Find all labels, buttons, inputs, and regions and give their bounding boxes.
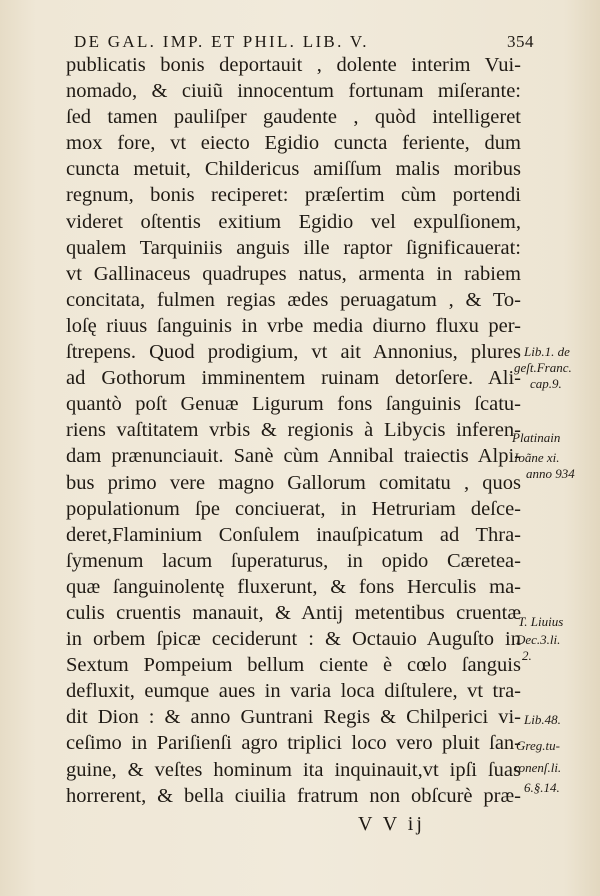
- text-line: ſed tamen pauliſper gaudente , quòd intelligeret: [66, 106, 521, 129]
- text-line: riens vaſtitatem vrbis & regionis à Libycis inferen-: [66, 419, 521, 442]
- text-line: qualem Tarquiniis anguis ille raptor ſignificauerat:: [66, 236, 521, 259]
- main-text-block: [66, 52, 521, 809]
- text-line: defluxit, eumque aues in varia loca diſtulere, vt tra-: [66, 680, 521, 703]
- margin-note: Lib.48.: [524, 712, 561, 727]
- running-header: [74, 30, 534, 54]
- text-line: bus primo vere magno Gallorum comitatu , quos: [66, 471, 521, 494]
- margin-note: geſt.Franc.: [514, 360, 572, 375]
- header-title: DE GAL. IMP. ET PHIL. LIB. V.: [74, 32, 369, 51]
- text-line: publicatis bonis deportauit , dolente interim Vui-: [66, 54, 521, 76]
- margin-note: ronenſ.li.: [514, 760, 562, 775]
- text-line: dam prænunciauit. Sanè cùm Annibal traiectis Alpi-: [66, 445, 521, 468]
- margin-note: Lib.1. de: [524, 344, 570, 359]
- text-line: quantò poſt Genuæ Ligurum fons ſanguinis ſcatu-: [66, 393, 521, 416]
- text-line: quæ ſanguinolentę fluxerunt, & fons Herculis ma-: [66, 575, 521, 598]
- text-line: horrerent, & bella ciuilia fratrum non obſcurè præ-: [66, 784, 521, 807]
- margin-note: T. Liuius: [518, 614, 564, 629]
- margin-note: Dec.3.li.: [516, 632, 561, 647]
- text-line: regnum, bonis reciperet: præſertim cùm portendi: [66, 184, 521, 207]
- text-line: ſtrepens. Quod prodigium, vt ait Annonius, plures: [66, 341, 521, 364]
- margin-note: Greg.tu-: [516, 738, 560, 753]
- text-line: cuncta metuit, Childericus amiſſum malis moribus: [66, 158, 521, 181]
- margin-note: 6.§.14.: [524, 780, 560, 795]
- text-line: populationum ſpe conciuerat, in Hetruriam deſce-: [66, 497, 521, 520]
- text-line: ceſimo in Pariſienſi agro triplici loco vero pluit ſan-: [66, 732, 521, 755]
- text-line: loſę riuus ſanguinis in vrbe media diurno fluxu per-: [66, 314, 521, 337]
- text-line: dit Dion : & anno Guntrani Regis & Chilperici vi-: [66, 706, 521, 729]
- margin-note: Ioãne xi.: [514, 450, 560, 465]
- text-line: videret oſtentis exitium Egidio vel expulſionem,: [66, 210, 521, 233]
- margin-note: 2.: [522, 648, 532, 663]
- margin-note: cap.9.: [530, 376, 562, 391]
- signature-mark: V V ij: [358, 813, 425, 835]
- text-line: mox fore, vt eiecto Egidio cuncta feriente, dum: [66, 132, 521, 155]
- text-line: Sextum Pompeium bellum ciente è cœlo ſanguis: [66, 654, 521, 677]
- text-line: in orbem ſpicæ ceciderunt : & Octauio Auguſto in: [66, 628, 521, 651]
- text-line: ſymenum lacum ſuperaturus, in opido Cæretea-: [66, 549, 521, 572]
- page-number: 354: [507, 32, 534, 51]
- text-line: culis cruentis manauit, & Antij metentibus cruentæ: [66, 601, 521, 624]
- text-line: deret,Flaminium Conſulem inauſpicatum ad Thra-: [66, 523, 521, 546]
- margin-note: anno 934: [526, 466, 575, 481]
- text-line: nomado, & ciuiũ innocentum fortunam miſerante:: [66, 80, 521, 103]
- text-line: vt Gallinaceus quadrupes natus, armenta in rabiem: [66, 262, 521, 285]
- text-line: guine, & veſtes hominum ita inquinauit,vt ipſi ſuas: [66, 758, 521, 781]
- text-line: ad Gothorum imminentem ruinam detorſere. Ali-: [66, 367, 521, 390]
- text-line: concitata, fulmen regias ædes peruagatum , & To-: [66, 288, 521, 311]
- margin-note: Platinain: [512, 430, 561, 445]
